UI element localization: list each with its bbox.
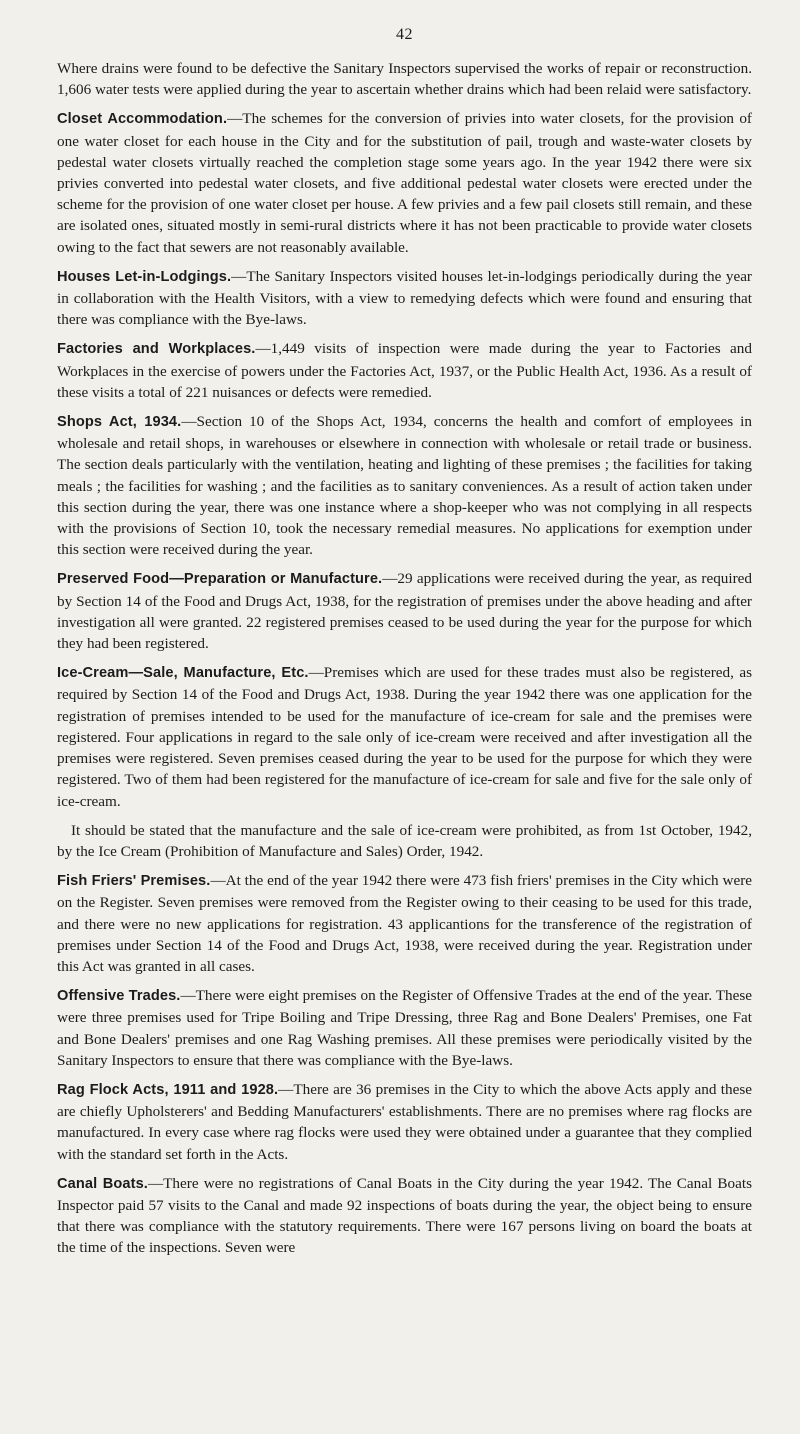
paragraph-preserved-food <box>57 568 752 654</box>
page-number: 42 <box>396 26 413 43</box>
paragraph-text: —There were eight premises on the Register of Offensive Trades at the end of the year. These were three premises used for Tripe Boiling and Tripe Dressing, three Rag and Bone Dealers' Premises, one Fat and Bone Dealers' premises and one Rag Washing premises. All these premises were periodically visited by the Sanitary Inspectors to ensure that there was compliance with the Bye-laws. <box>57 987 752 1069</box>
paragraph-houses-let-in-lodgings <box>57 266 752 331</box>
section-heading: Closet Accommodation. <box>57 111 228 128</box>
paragraph-text: —There were no registrations of Canal Boats in the City during the year 1942. The Canal Boats Inspector paid 57 visits to the Canal and made 92 inspections of boats during the year, the object being to ensure that there was compliance with the statutory requirements. There were 167 persons living on board the boats at the time of the inspections. Seven were <box>57 1174 752 1257</box>
section-heading: Rag Flock Acts, 1911 and 1928. <box>57 1081 279 1098</box>
paragraph-text: —1,449 visits of inspection were made during the year to Factories and Workplaces in the exercise of powers under the Factories Act, 1937, or the Public Health Act, 1936. As a result of these visits a total of 221 nuisances or defects were remedied. <box>57 340 752 401</box>
section-heading: Houses Let-in-Lodgings. <box>57 268 232 285</box>
paragraph-rag-flock-acts <box>57 1079 752 1165</box>
paragraph-text: —Section 10 of the Shops Act, 1934, concerns the health and comfort of employees in wholesale and retail shops, in warehouses or elsewhere in connection with wholesale or retail trade or business. The section deals particularly with the ventilation, heating and lighting of these premises ; the facilities for taking meals ; the facilities for washing ; and the facilities as to sanitary conveniences. As a result of action taken under this section during the year, there was one instance where a shop-keeper who was not complying in all respects with the provisions of Section 10, took the necessary remedial measures. No applications for exemption under this section were received during the year. <box>57 413 752 559</box>
paragraph-offensive-trades <box>57 985 752 1071</box>
paragraph-text: —There are 36 premises in the City to which the above Acts apply and these are chiefly Upholsterers' and Bedding Manufacturers' establishments. There are no premises where rag flocks are manufactured. In every case where rag flocks were used they were obtained under a guarantee that they complied with the standard set forth in the Acts. <box>57 1080 753 1163</box>
paragraph-closet-accommodation <box>57 108 752 257</box>
paragraph-text: —Premises which are used for these trades must also be registered, as required by Section 14 of the Food and Drugs Act, 1938. During the year 1942 there was one application for the registration of premises intended to be used for the manufacture of ice-cream for sale and the premises were registered. Four applications in regard to the sale only of ice-cream were received and after investigation all the premises were registered. Seven premises ceased during the year to be used for the purpose for which they were registered. Two of them had been registered for the manufacture of ice-cream for sale and five for the sale only of ice-cream. <box>57 664 753 810</box>
paragraph-fish-friers <box>57 870 752 977</box>
paragraph-ice-cream <box>57 662 752 811</box>
section-heading: Fish Friers' Premises. <box>57 873 211 890</box>
section-heading: Canal Boats. <box>57 1175 148 1192</box>
paragraph-canal-boats <box>57 1173 752 1259</box>
section-heading: Shops Act, 1934. <box>57 414 182 431</box>
paragraph-text: —29 applications were received during the year, as required by Section 14 of the Food and Drugs Act, 1938, for the registration of premises under the above heading and after investigation all were granted. 22 registered premises ceased to be used during the year for the purpose for which they had been registered. <box>57 570 752 653</box>
section-heading: Factories and Workplaces. <box>57 341 256 358</box>
paragraph-drain-repairs <box>57 58 752 100</box>
paragraph-text: —The schemes for the conversion of privies into water closets, for the provision of one water closet for each house in the City and for the substitution of pail, trough and waste-water closets by pedestal water closets virtually reached the completion stage some years ago. In the year 1942 there were six privies converted into pedestal water closets, and five additional pedestal water closets were erected under the scheme for the provision of one water closet per house. A few privies and a few pail closets still remain, and these are isolated ones, situated mostly in semi-rural districts where it has not been practicable to provide water closets owing to the fact that sewers are not reasonably available. <box>57 110 752 256</box>
paragraph-factories-workplaces <box>57 338 752 403</box>
paragraph-shops-act <box>57 411 752 560</box>
paragraph-text: Where drains were found to be defective the Sanitary Inspectors supervised the works of repair or reconstruction. 1,606 water tests were applied during the year to ascertain whether drains which had been relaid were satisfactory. <box>57 60 752 99</box>
section-heading: Offensive Trades. <box>57 988 181 1005</box>
paragraph-text: —At the end of the year 1942 there were 473 fish friers' premises in the City which were on the Register. Seven premises were removed from the Register owing to their ceasing to be used for this trade, and there were no new applications for registration. 43 applicantions for the transference of the registration of premises under Section 14 of the Food and Drugs Act, 1938, were received during the year. Registration under this Act was granted in all cases. <box>57 872 752 975</box>
section-heading: Preserved Food—Preparation or Manufacture. <box>57 571 383 588</box>
paragraph-text: —The Sanitary Inspectors visited houses let-in-lodgings periodically during the year in collaboration with the Health Visitors, with a view to remedying defects which were found and ensuring that there was compliance with the Bye-laws. <box>57 267 752 329</box>
paragraph-ice-cream-prohibition <box>57 820 752 862</box>
section-heading: Ice-Cream—Sale, Manufacture, Etc. <box>57 665 309 682</box>
paragraph-text: It should be stated that the manufacture and the sale of ice-cream were prohibited, as from 1st October, 1942, by the Ice Cream (Prohibition of Manufacture and Sales) Order, 1942. <box>57 821 752 860</box>
